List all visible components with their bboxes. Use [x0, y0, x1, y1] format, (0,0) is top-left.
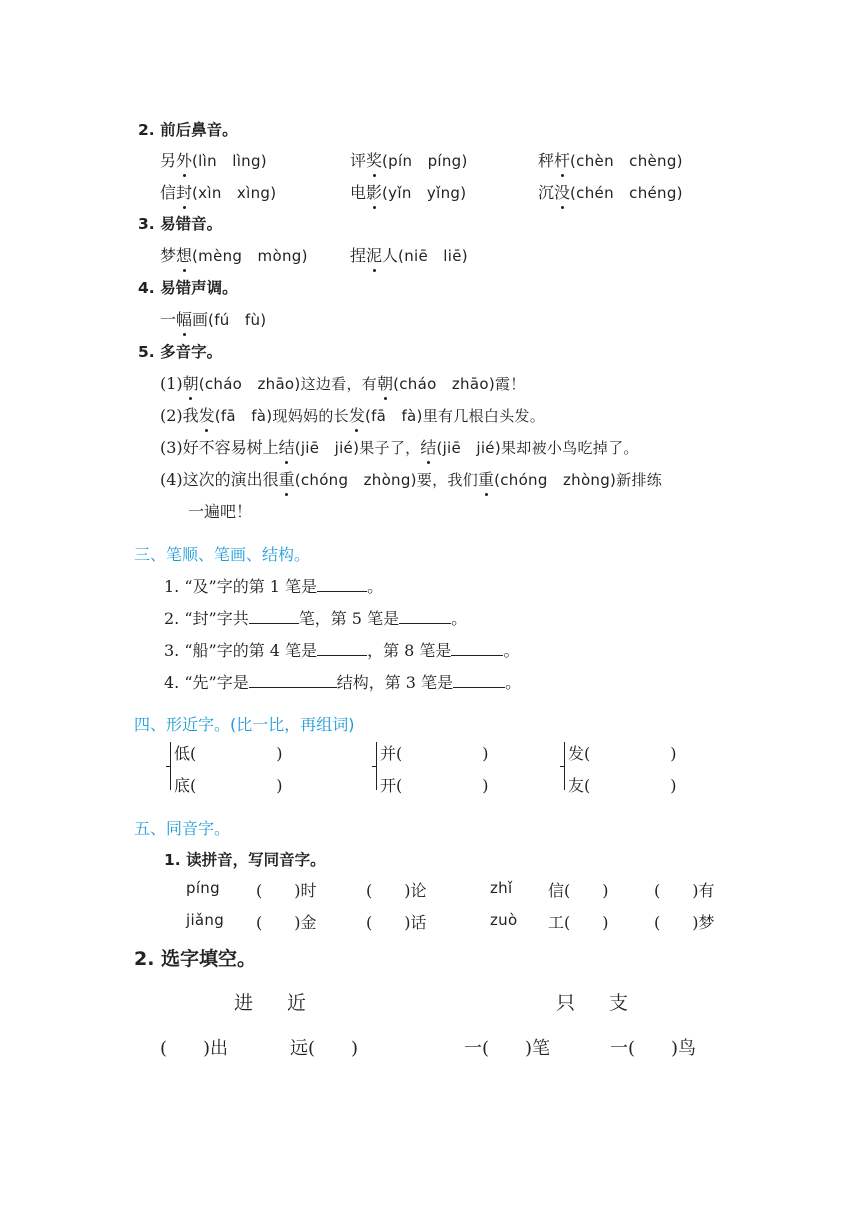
answer-blank[interactable] [249, 673, 337, 688]
homophone-blank: ( )有 [654, 881, 715, 900]
answer-blank[interactable] [453, 673, 505, 688]
item-2-4: 信封(xìn xìng) [160, 180, 276, 203]
item-2-1: 另外(lìn lìng) [160, 148, 267, 171]
item-2-5: 电影(yǐn yǐng) [350, 180, 466, 203]
similar-char-1b: 底( ) [174, 776, 283, 795]
fill-blank-4: 一( )鸟 [610, 1038, 697, 1059]
homophone-blank: ( )话 [366, 913, 427, 932]
homophone-blank: ( )梦 [654, 913, 715, 932]
polyphone-line-1: (1)朝(cháo zhāo)这边看，有朝(cháo zhāo)霞！ [160, 371, 526, 394]
fill-blank-1: ( )出 [160, 1038, 229, 1059]
fill-blank-2: 远( ) [290, 1038, 359, 1059]
item-2-6: 沉没(chén chéng) [538, 180, 683, 203]
item-3-2: 捏泥人(niē liē) [350, 243, 468, 266]
homophone-blank: ( )时 [256, 881, 317, 900]
heading-3: 3. 易错音。 [138, 215, 223, 233]
polyphone-line-4-cont: 一遍吧！ [188, 502, 253, 521]
similar-char-3b: 友( ) [568, 776, 677, 795]
homophone-blank: ( )金 [256, 913, 317, 932]
pinyin-zuo: zuò [490, 911, 518, 929]
homophone-sub-1: 1. 读拼音，写同音字。 [164, 851, 326, 869]
similar-char-1a: 低( ) [174, 744, 283, 763]
heading-4: 4. 易错声调。 [138, 279, 238, 297]
pinyin-ping: píng [186, 879, 220, 897]
section-3-title: 三、笔顺、笔画、结构。 [134, 545, 311, 564]
pinyin-zhi: zhǐ [490, 879, 513, 897]
stroke-q2: 2. “封”字共 笔，第 5 笔是 。 [164, 609, 468, 628]
item-4-1: 一幅画(fú fù) [160, 307, 266, 330]
polyphone-line-4: (4)这次的演出很重(chóng zhòng)要，我们重(chóng zhòng)新排练 [160, 467, 662, 490]
polyphone-line-3: (3)好不容易树上结(jiē jié)果子了，结(jiē jié)果却被小鸟吃掉了。 [160, 435, 639, 458]
similar-char-2b: 开( ) [380, 776, 489, 795]
item-2-2: 评奖(pín píng) [350, 148, 468, 171]
choice-group-2: 只 支 [556, 992, 643, 1014]
homophone-blank: 工( ) [548, 913, 609, 932]
similar-char-2a: 并( ) [380, 744, 489, 763]
similar-char-3a: 发( ) [568, 744, 677, 763]
stroke-q4: 4. “先”字是 结构，第 3 笔是 。 [164, 673, 522, 692]
pinyin-jiang: jiǎng [186, 911, 225, 929]
answer-blank[interactable] [451, 641, 503, 656]
answer-blank[interactable] [317, 577, 367, 592]
item-3-1: 梦想(mèng mòng) [160, 243, 308, 266]
section-4-title: 四、形近字。(比一比，再组词) [134, 715, 355, 734]
homophone-blank: ( )论 [366, 881, 427, 900]
heading-2: 2. 前后鼻音。 [138, 121, 238, 139]
homophone-blank: 信( ) [548, 881, 609, 900]
select-fill-title: 2. 选字填空。 [134, 948, 257, 970]
heading-5: 5. 多音字。 [138, 343, 223, 361]
answer-blank[interactable] [317, 641, 367, 656]
item-2-3: 秤杆(chèn chèng) [538, 148, 683, 171]
fill-blank-3: 一( )笔 [464, 1038, 551, 1059]
polyphone-line-2: (2)我发(fā fà)现妈妈的长发(fā fà)里有几根白头发。 [160, 403, 545, 426]
choice-group-1: 进 近 [234, 992, 321, 1014]
stroke-q1: 1. “及”字的第 1 笔是 。 [164, 577, 384, 596]
stroke-q3: 3. “船”字的第 4 笔是 ，第 8 笔是 。 [164, 641, 520, 660]
answer-blank[interactable] [249, 609, 299, 624]
section-5-title: 五、同音字。 [134, 819, 231, 838]
answer-blank[interactable] [399, 609, 451, 624]
